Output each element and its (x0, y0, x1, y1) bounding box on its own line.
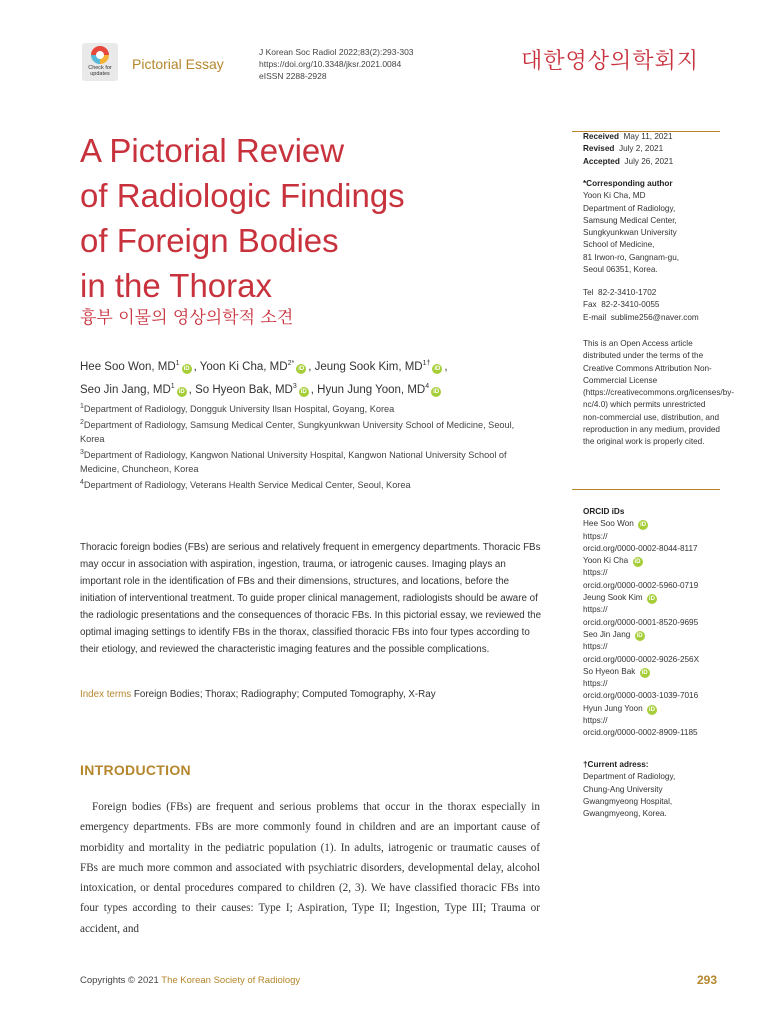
contact-item (583, 312, 728, 324)
author-sup: 1 (175, 360, 180, 367)
corr-line: Seoul 06351, Korea. (583, 265, 658, 275)
corr-line: School of Medicine, (583, 240, 655, 250)
license-text: This is an Open Access article distributed under the terms of the Creative Commons Attribution Non-Commercial License (https://creativecommons.org/licenses/by-nc/4.0) which permits unrestricted non-commercial use, distribution, and reproduction in any medium, provided the original work is properly cited. (583, 339, 735, 447)
orcid-icon[interactable]: iD (636, 632, 643, 639)
history-item (583, 131, 728, 143)
badge-caption: Check for updates (88, 65, 112, 77)
sidebar-divider (572, 489, 720, 490)
author-line-1: Hee Soo Won, $MD^1iD$ , Yoon Ki Cha, $MD^{2*}iD$ , Jeung Sook Kim, $MD^{1\dagger}iD$ , (80, 360, 448, 373)
index-terms (80, 689, 550, 700)
affiliation-text: Department of Radiology, Samsung Medical Center, Sungkyunkwan University School of Medicine, Seoul, Korea (80, 420, 515, 445)
address-line: Department of Radiology, (583, 772, 676, 782)
crossmark-icon (91, 46, 109, 64)
eissn: eISSN 2288-2928 (259, 71, 327, 81)
affiliation-text: Department of Radiology, Veterans Health Service Medical Center, Seoul, Korea (83, 480, 411, 491)
affiliation-sup: 2 (80, 419, 84, 427)
orcid-author: Seo Jin Jang (583, 629, 631, 639)
orcid-url[interactable]: orcid.org/0000-0001-8520-9695 (583, 617, 699, 627)
orcid-heading: ORCID iDs (583, 507, 625, 516)
orcid-icon[interactable]: iD (434, 365, 441, 372)
page-number: 293 (697, 973, 718, 987)
author-name: Hyun Jung Yoon, MD (317, 383, 426, 396)
corr-line: 81 Irwon-ro, Gangnam-gu, (583, 252, 680, 262)
author-sup: 1† (422, 360, 431, 367)
orcid-icon[interactable]: iD (648, 706, 655, 713)
orcid-url[interactable]: https:// (583, 716, 608, 726)
orcid-url[interactable]: orcid.org/0000-0002-9026-256X (583, 654, 700, 664)
corr-line: Sungkyunkwan University (583, 228, 677, 238)
index-terms-label: Index terms (80, 689, 132, 700)
title-line: A Pictorial Review (80, 132, 345, 169)
affiliation-sup: 1 (80, 403, 84, 410)
title-line: in the Thorax (80, 267, 273, 304)
orcid-icon[interactable]: iD (183, 365, 190, 372)
contact-item (583, 287, 728, 299)
affiliation (80, 446, 525, 476)
history-label: Accepted (583, 156, 620, 166)
abstract: Thoracic foreign bodies (FBs) are serious and relatively frequent in emergency departments. Thoracic FBs may occur in association with aspiration, ingestion, trauma, or iatrogenic causes. Imaging plays an important role in the identification of FBs and their dimensions, structures, and locations, before the initiation of interventional treatment. To guide proper clinical management, radiologists should be aware of the radiologic presentations and the consequences of thoracic FBs. In this pictorial essay, we reviewed the optimal imaging settings to identify FBs in the thorax, classified thoracic FBs into four types according to their etiology, and reviewed the characteristic imaging features and the possible complications. (80, 542, 542, 655)
doi-link[interactable]: https://doi.org/10.3348/jksr.2021.0084 (259, 59, 402, 69)
corr-line: Samsung Medical Center, (583, 215, 677, 225)
footer-copyright (80, 975, 300, 986)
history-value: July 2, 2021 (618, 144, 664, 154)
history-item (583, 156, 728, 168)
affiliation-text: Department of Radiology, Dongguk University Ilsan Hospital, Goyang, Korea (83, 404, 395, 415)
author-name: Seo Jin Jang, MD (80, 383, 171, 396)
orcid-name (583, 518, 728, 530)
author-sup: 4 (425, 382, 430, 390)
orcid-author: Yoon Ki Cha (583, 556, 629, 566)
email-link[interactable]: sublime256@naver.com (610, 312, 699, 322)
author-name: Jeung Sook Kim, MD (314, 360, 423, 373)
history-value: May 11, 2021 (623, 132, 673, 141)
affiliation (80, 476, 525, 492)
orcid-icon[interactable]: iD (433, 388, 440, 395)
body-paragraph: Foreign bodies (FBs) are frequent and serious problems that occur in the thorax especially in emergency departments. FBs are more commonly found in children and are an important cause of morbidity and mortality in the pediatric population (1). In adults, iatrogenic or traumatic causes of FBs are much more common and associated with psychiatric disorders, developmental delay, alcohol intoxication, or dental procedures compared to children (2, 3). We have classified thoracic FBs into four types according to their causes: Type I; Aspiration, Type II; Ingestion, Type III; Trauma or accident, and (80, 801, 540, 935)
current-address (583, 759, 728, 820)
corresponding-author (583, 178, 728, 276)
history-item (583, 143, 728, 155)
korean-subtitle: 흉부 이물의 영상의학적 소견 (80, 308, 294, 328)
orcid-url[interactable]: https:// (583, 531, 608, 541)
affiliation-text: Department of Radiology, Kangwon National University Hospital, Kangwon National University School of Medicine, Chuncheon, Korea (80, 450, 507, 475)
society-name: The Korean Society of Radiology (161, 975, 301, 986)
copyright-text: Copyrights © 2021 (80, 975, 159, 986)
author-sup: 2* (287, 360, 295, 367)
orcid-icon[interactable]: iD (300, 388, 307, 395)
author-sup: 3 (292, 382, 297, 390)
contact-label: E-mail (583, 312, 607, 322)
orcid-url[interactable]: orcid.org/0000-0002-8909-1185 (583, 728, 698, 738)
orcid-icon[interactable]: iD (641, 669, 648, 676)
author-name: So Hyeon Bak, MD (195, 383, 293, 396)
article-title (80, 128, 405, 308)
orcid-icon[interactable]: iD (634, 559, 641, 566)
author-line-2: Seo Jin Jang, $MD^1iD$ , So Hyeon Bak, $MD^3iD$ , Hyun Jung Yoon, $MD^4iD$ (80, 382, 440, 396)
citation-block (259, 46, 414, 82)
affiliation (80, 416, 525, 446)
contact-value: 82-2-3410-1702 (598, 288, 657, 297)
history-value: July 26, 2021 (624, 156, 674, 166)
journal-korean-name: 대한영상의학회지 (521, 49, 700, 74)
orcid-icon[interactable]: iD (640, 522, 647, 529)
corr-line: Yoon Ki Cha, MD (583, 191, 646, 201)
title-line: of Radiologic Findings (80, 177, 405, 214)
section-label: Pictorial Essay (132, 56, 224, 72)
article-history (583, 131, 728, 168)
orcid-icon[interactable]: iD (648, 596, 655, 603)
section-heading: INTRODUCTION (80, 762, 191, 778)
orcid-url[interactable]: orcid.org/0000-0003-1039-7016 (583, 691, 699, 701)
address-line: Gwangmyeong Hospital, (583, 796, 673, 806)
affiliation-sup: 4 (80, 479, 84, 487)
journal-line: J Korean Soc Radiol 2022;83(2):293-303 (259, 47, 414, 57)
orcid-author: So Hyeon Bak (583, 666, 636, 676)
history-label: Revised (583, 144, 615, 154)
orcid-author: Hyun Jung Yoon (583, 703, 643, 713)
orcid-name (583, 703, 728, 715)
orcid-url[interactable]: https:// (583, 642, 608, 652)
address-line: Gwangmyeong, Korea. (583, 809, 667, 819)
corresponding-label: *Corresponding author (583, 179, 673, 188)
contact-label: Tel (583, 288, 594, 297)
orcid-url[interactable]: https:// (583, 605, 608, 615)
history-label: Received (583, 132, 619, 141)
orcid-name (583, 592, 728, 604)
contact-info (583, 287, 728, 324)
orcid-icon[interactable]: iD (298, 365, 305, 372)
contact-label: Fax (583, 300, 597, 310)
orcid-icon[interactable]: iD (178, 388, 185, 395)
orcid-url[interactable]: https:// (583, 679, 608, 689)
author-sup: 1 (170, 382, 175, 390)
affiliations (80, 400, 525, 492)
check-for-updates-badge[interactable] (82, 43, 118, 81)
title-line: of Foreign Bodies (80, 222, 339, 259)
author-list (80, 354, 520, 400)
orcid-name (583, 666, 728, 678)
orcid-url[interactable]: orcid.org/0000-0002-8044-8117 (583, 543, 698, 553)
orcid-list (583, 506, 728, 740)
author-name: Yoon Ki Cha, MD (199, 360, 288, 373)
orcid-name (583, 629, 728, 641)
orcid-url[interactable]: orcid.org/0000-0002-5960-0719 (583, 580, 699, 590)
current-address-label: †Current adress: (583, 760, 649, 769)
index-terms-text: Foreign Bodies; Thorax; Radiography; Computed Tomography, X-Ray (133, 689, 436, 700)
corr-line: Department of Radiology, (583, 203, 676, 213)
orcid-author: Jeung Sook Kim (583, 593, 643, 603)
author-name: Hee Soo Won, MD (80, 360, 176, 373)
affiliation (80, 400, 525, 416)
orcid-url[interactable]: https:// (583, 568, 608, 578)
contact-value: 82-2-3410-0055 (601, 300, 660, 310)
address-line: Chung-Ang University (583, 784, 663, 794)
orcid-author: Hee Soo Won (583, 519, 634, 529)
contact-item (583, 299, 728, 311)
orcid-name (583, 555, 728, 567)
affiliation-sup: 3 (80, 449, 84, 457)
